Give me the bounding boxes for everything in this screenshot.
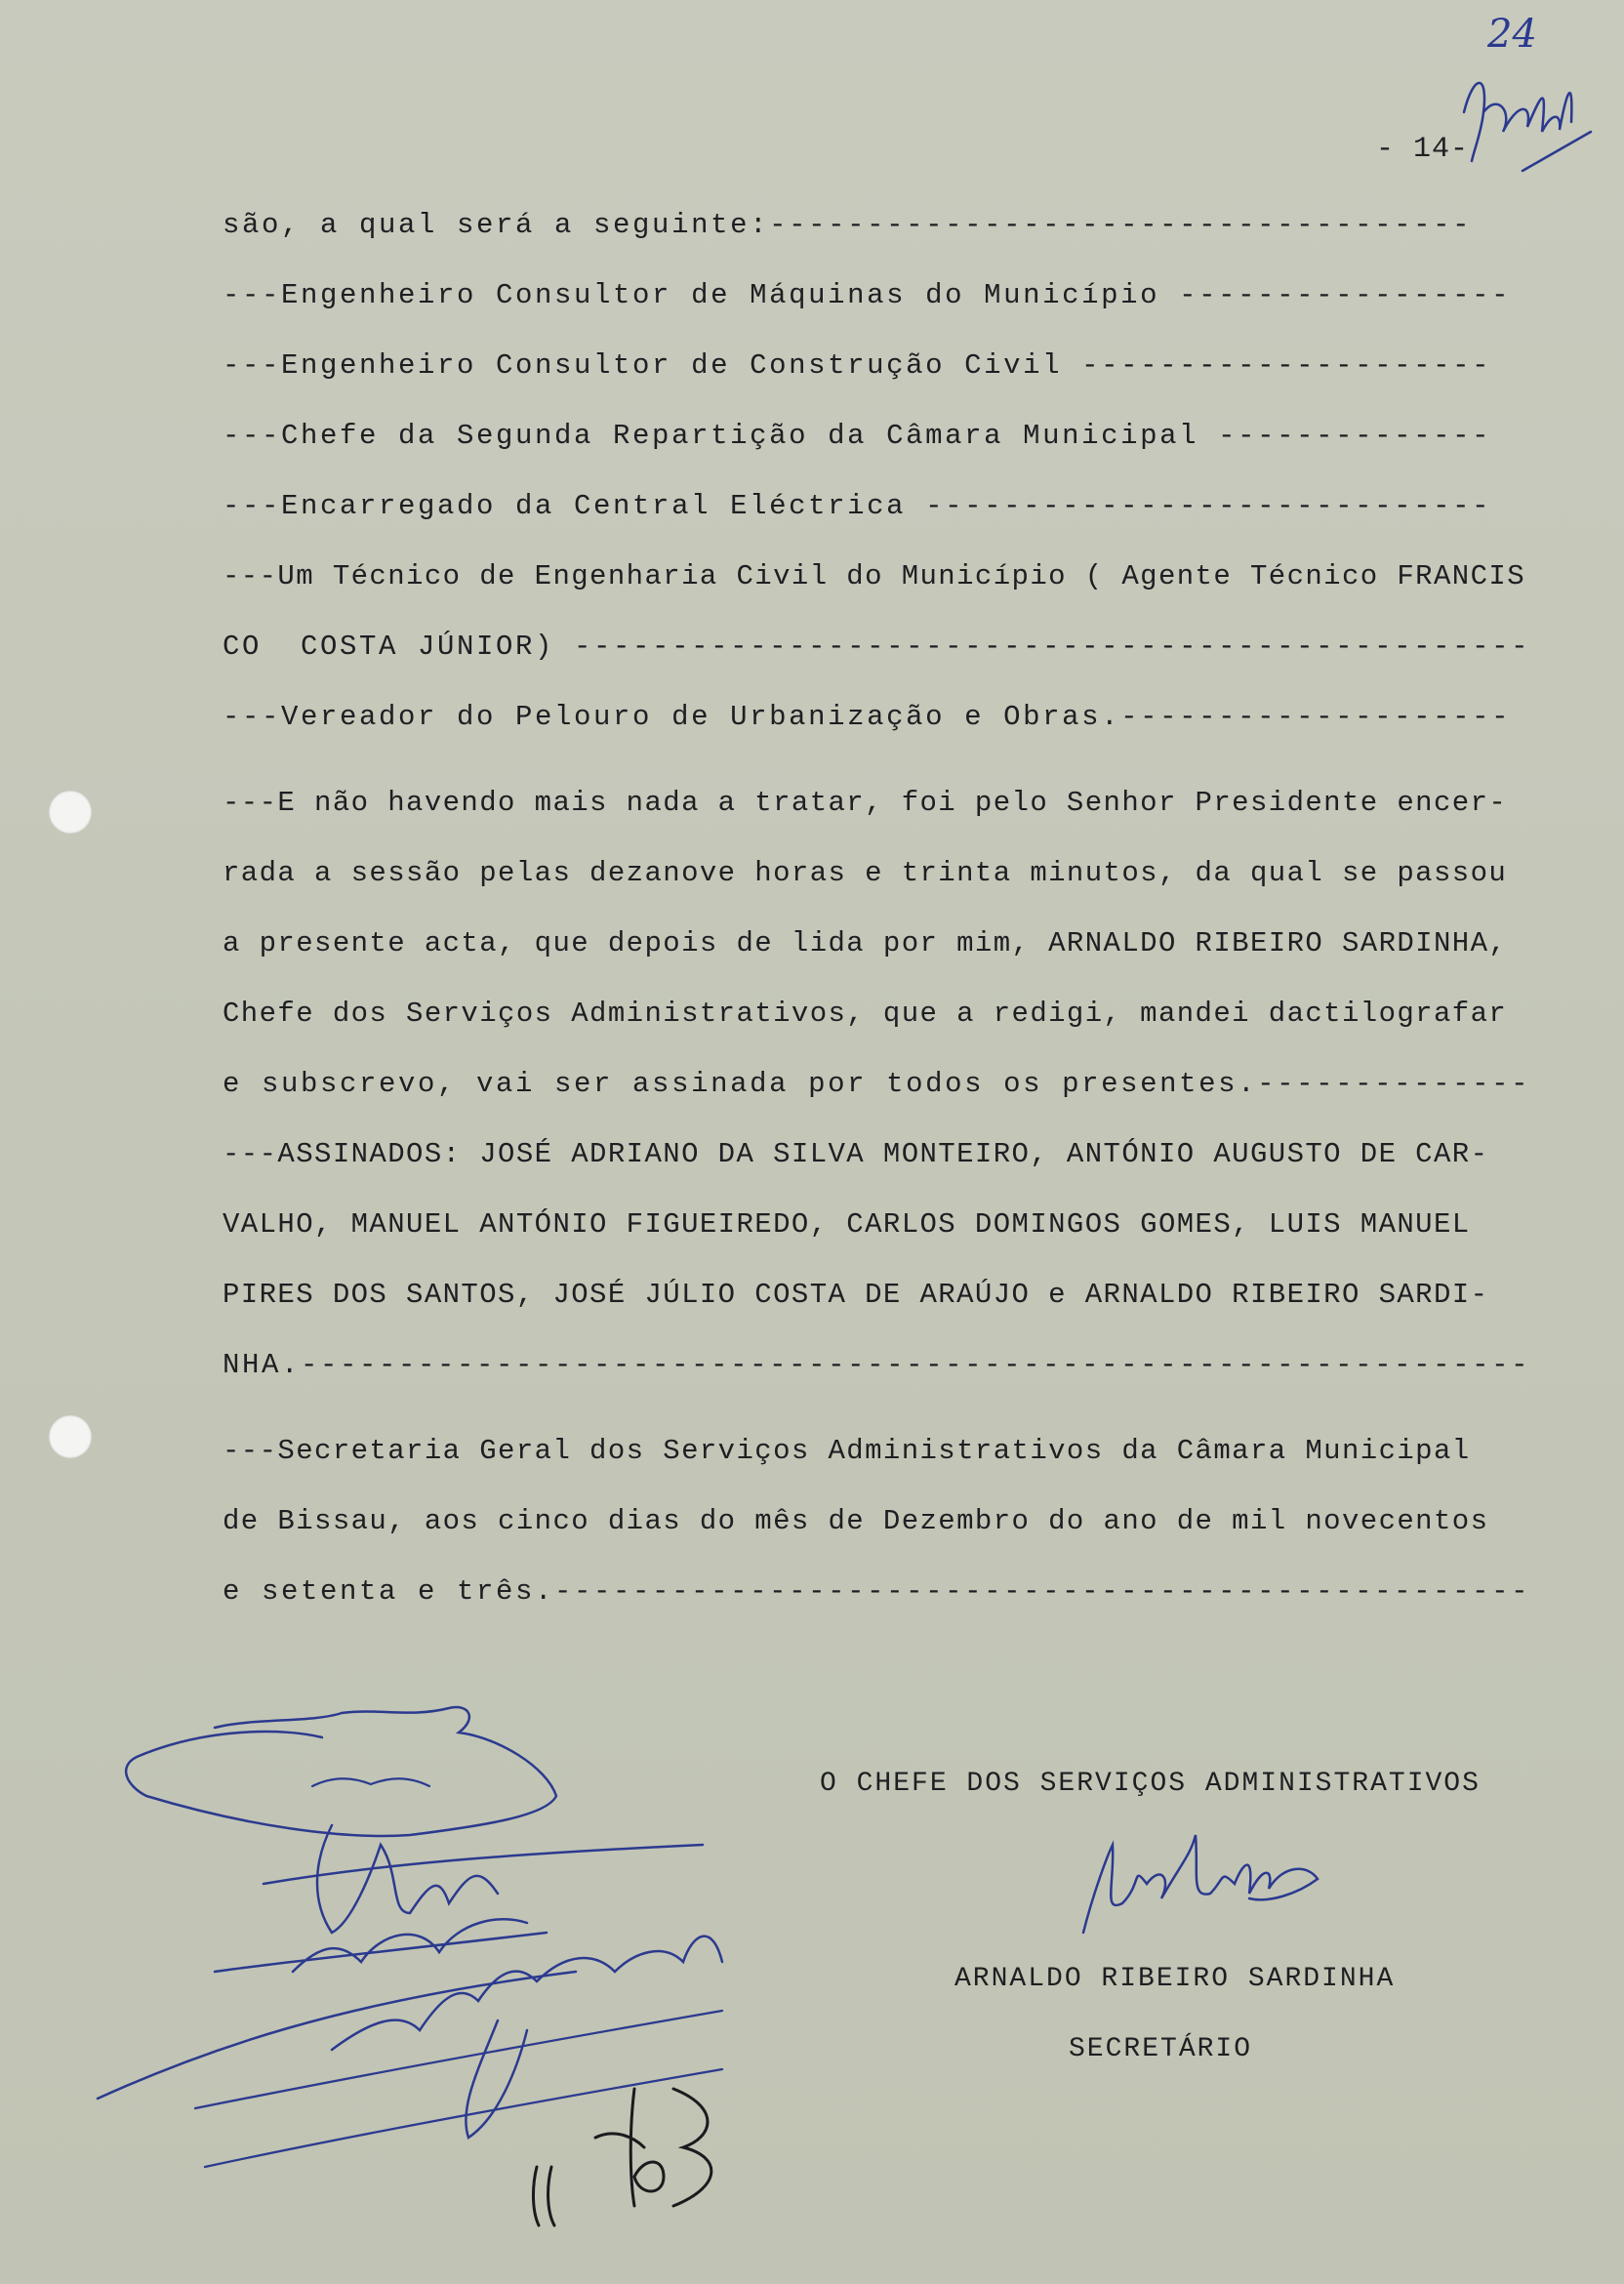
body-line-11: a presente acta, que depois de lida por mim, ARNALDO RIBEIRO SARDINHA,	[223, 927, 1508, 959]
body-line-15: VALHO, MANUEL ANTÓNIO FIGUEIREDO, CARLOS DOMINGOS GOMES, LUIS MANUEL	[223, 1208, 1471, 1241]
secretary-name: ARNALDO RIBEIRO SARDINHA	[954, 1964, 1396, 1994]
body-line-19: de Bissau, aos cinco dias do mês de Dezembro do ano de mil novecentos	[223, 1505, 1489, 1537]
body-line-14: ---ASSINADOS: JOSÉ ADRIANO DA SILVA MONTEIRO, ANTÓNIO AUGUSTO DE CAR-	[223, 1138, 1489, 1170]
page-number: - 14-	[1376, 133, 1470, 166]
body-line-3: ---Engenheiro Consultor de Construção Civil ---------------------	[223, 349, 1492, 382]
body-line-18: ---Secretaria Geral dos Serviços Administrativos da Câmara Municipal	[223, 1435, 1471, 1467]
body-line-13: e subscrevo, vai ser assinada por todos os presentes.--------------	[223, 1068, 1531, 1100]
body-line-10: rada a sessão pelas dezanove horas e trinta minutos, da qual se passou	[223, 857, 1508, 889]
body-line-1: são, a qual será a seguinte:------------------------------------	[223, 209, 1473, 241]
punch-hole-top	[49, 791, 92, 834]
body-line-5: ---Encarregado da Central Eléctrica -----------------------------	[223, 490, 1492, 522]
body-line-16: PIRES DOS SANTOS, JOSÉ JÚLIO COSTA DE ARAÚJO e ARNALDO RIBEIRO SARDI-	[223, 1279, 1489, 1311]
secretary-role: SECRETÁRIO	[1069, 2034, 1253, 2064]
body-line-2: ---Engenheiro Consultor de Máquinas do Município -----------------	[223, 279, 1512, 311]
folio-number-handwritten	[1483, 10, 1542, 59]
svg-text:24: 24	[1487, 12, 1537, 57]
body-line-8: ---Vereador do Pelouro de Urbanização e Obras.--------------------	[223, 701, 1512, 733]
body-line-17: NHA.---------------------------------------------------------------	[223, 1349, 1531, 1381]
body-line-7: CO COSTA JÚNIOR) -------------------------------------------------	[223, 631, 1531, 663]
body-line-12: Chefe dos Serviços Administrativos, que a redigi, mandei dactilografar	[223, 998, 1508, 1030]
body-line-4: ---Chefe da Segunda Repartição da Câmara Municipal --------------	[223, 420, 1492, 452]
signature-block-title: O CHEFE DOS SERVIÇOS ADMINISTRATIVOS	[820, 1769, 1481, 1799]
punch-hole-bottom	[49, 1415, 92, 1458]
body-line-6: ---Um Técnico de Engenharia Civil do Município ( Agente Técnico FRANCIS	[223, 560, 1526, 592]
members-signatures	[88, 1679, 908, 2225]
body-line-9: ---E não havendo mais nada a tratar, foi pelo Senhor Presidente encer-	[223, 787, 1508, 819]
secretary-signature	[1054, 1825, 1347, 1952]
body-line-20: e setenta e três.--------------------------------------------------	[223, 1575, 1531, 1608]
